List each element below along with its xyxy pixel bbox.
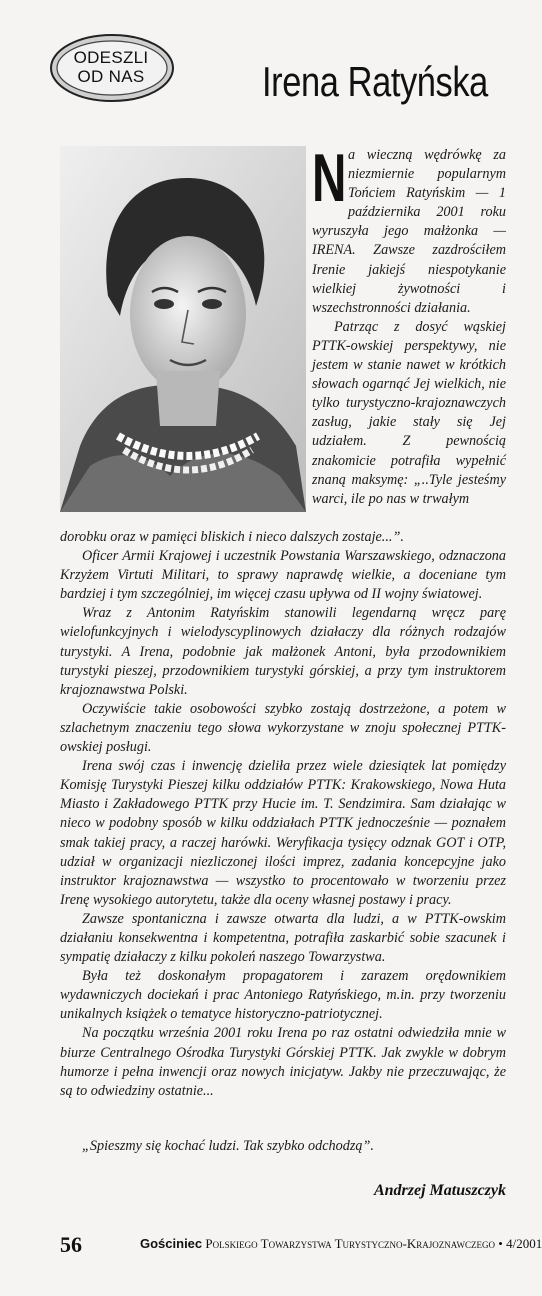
drop-cap: N [312,140,347,216]
magazine-brand: Gościniec [140,1236,203,1251]
author-signature: Andrzej Matuszczyk [373,1182,506,1199]
badge-line-1: ODESZLI [73,48,149,67]
article-paragraph: Oczywiście takie osobowości szybko zostają dostrzeżone, a potem w szlachetnym znaczeniu tego słowa wykorzystane w znoju społecznej PTTK-owskiej posługi. [60,700,506,756]
article-paragraph: Wraz z Antonim Ratyńskim stanowili legendarną wręcz parę wielofunkcyjnych i wielodyscyplinowych działaczy dla różnych rodzajów turystyki. A Irena, podobnie jak małżonek Antoni, była przodownikiem turystyki pieszej, przodownikiem turystyki górskiej, a przy tym instruktorem krajoznawstwa Polski. [60,605,506,698]
footer-publication [140,1236,542,1252]
article-paragraph: Na początku września 2001 roku Irena po raz ostatni odwiedziła mnie w biurze Centralnego Ośrodka Turystyki Górskiej PTTK. Jak zwykle w dobrym humorze i pełna inwencji oraz nowych inicjatyw. Jakby nie przeczuwając, że są to odwiedziny ostatnie... [60,1025,506,1099]
portrait-photo-icon [60,146,306,512]
article-body [60,528,506,1101]
article-paragraph-2-cont: dorobku oraz w pamięci bliskich i nieco dalszych zostaje...”. [60,529,404,545]
section-badge [48,30,180,106]
page-footer [60,1232,542,1257]
article-paragraph: Irena swój czas i inwencję dzieliła przez wiele dziesiątek lat pomiędzy Komisję Turystyki Pieszej kilku oddziałów PTTK: Krakowskiego, Nowa Huta Miasto i Zakładowego PTTK przy Hucie im. T. Sendzimira. Sam działając w nieco w podobny sposób w kilku oddziałach PTTK jednocześnie — poznałem smak takiej pracy, a raczej harówki. Weryfikacja tysięcy odznak GOT i OTP, udział w organizacji niezliczonej ilości imprez, zadania koncepcyjne jako instruktor krajoznawstwa — wszystko to procentowało w tworzeniu przez Irenę wysokiego autorytetu, także dla oceny własnej postawy i pracy. [60,758,506,908]
page-number: 56 [60,1232,82,1257]
article-title: Irena Ratyńska [262,58,488,105]
article-column-right [312,140,506,509]
article-paragraph: Była też doskonałym propagatorem i zarazem orędownikiem wydawniczych dociekań i prac Antoniego Ratyńskiego, m.in. przy tworzeniu unikalnych książek o tematyce historyczno-patriotycznej. [60,968,506,1023]
badge-label [48,48,174,86]
paragraph-1-text: a wieczną wędrówkę za niezmiernie popularnym Tońciem Ratyńskim — 1 października 2001 roku wyruszyła jego małżonka — IRENA. Zawsze zazdrościłem Irenie jakiejś niespotykanie wielkiej żywotności i wszechstronności działania. [312,147,506,316]
article-paragraph: Zawsze spontaniczna i zawsze otwarta dla ludzi, a w PTTK-owskim działaniu konsekwentna i kompetentna, potrafiła zaskarbić sobie szacunek i sympatię działaczy z kilku pokoleń naszego Towarzystwa. [60,910,506,966]
article-paragraph-1 [312,140,506,318]
badge-line-2: OD NAS [77,67,145,86]
issue-number: 4/2001 [506,1236,542,1251]
article-paragraph-2: Patrząc z dosyć wąskiej PTTK-owskiej perspektywy, nie jestem w stanie nawet w krótkich słowach ogarnąć Jej wielkich, nie tylko turystyczno-krajoznawczych zasług, jakie stały się Jej udziałem. Z pewnością znakomicie potrafiła wypełnić znaną maksymę: „..Tyle jesteśmy warci, ile po nas w trwałym [312,318,506,507]
closing-quote: „Spieszmy się kochać ludzi. Tak szybko odchodzą”. [82,1138,374,1154]
portrait-photo [60,146,306,512]
article-paragraph: Oficer Armii Krajowej i uczestnik Powstania Warszawskiego, odznaczona Krzyżem Virtuti Militari, to sprawy naprawdę wielkie, a doceniane tym bardziej i tym szczególniej, im więcej czasu upływa od II wojny światowej. [60,548,506,603]
footer-separator: • [498,1236,503,1251]
publisher-name: Polskiego Towarzystwa Turystyczno-Krajoznawczego [205,1236,496,1251]
